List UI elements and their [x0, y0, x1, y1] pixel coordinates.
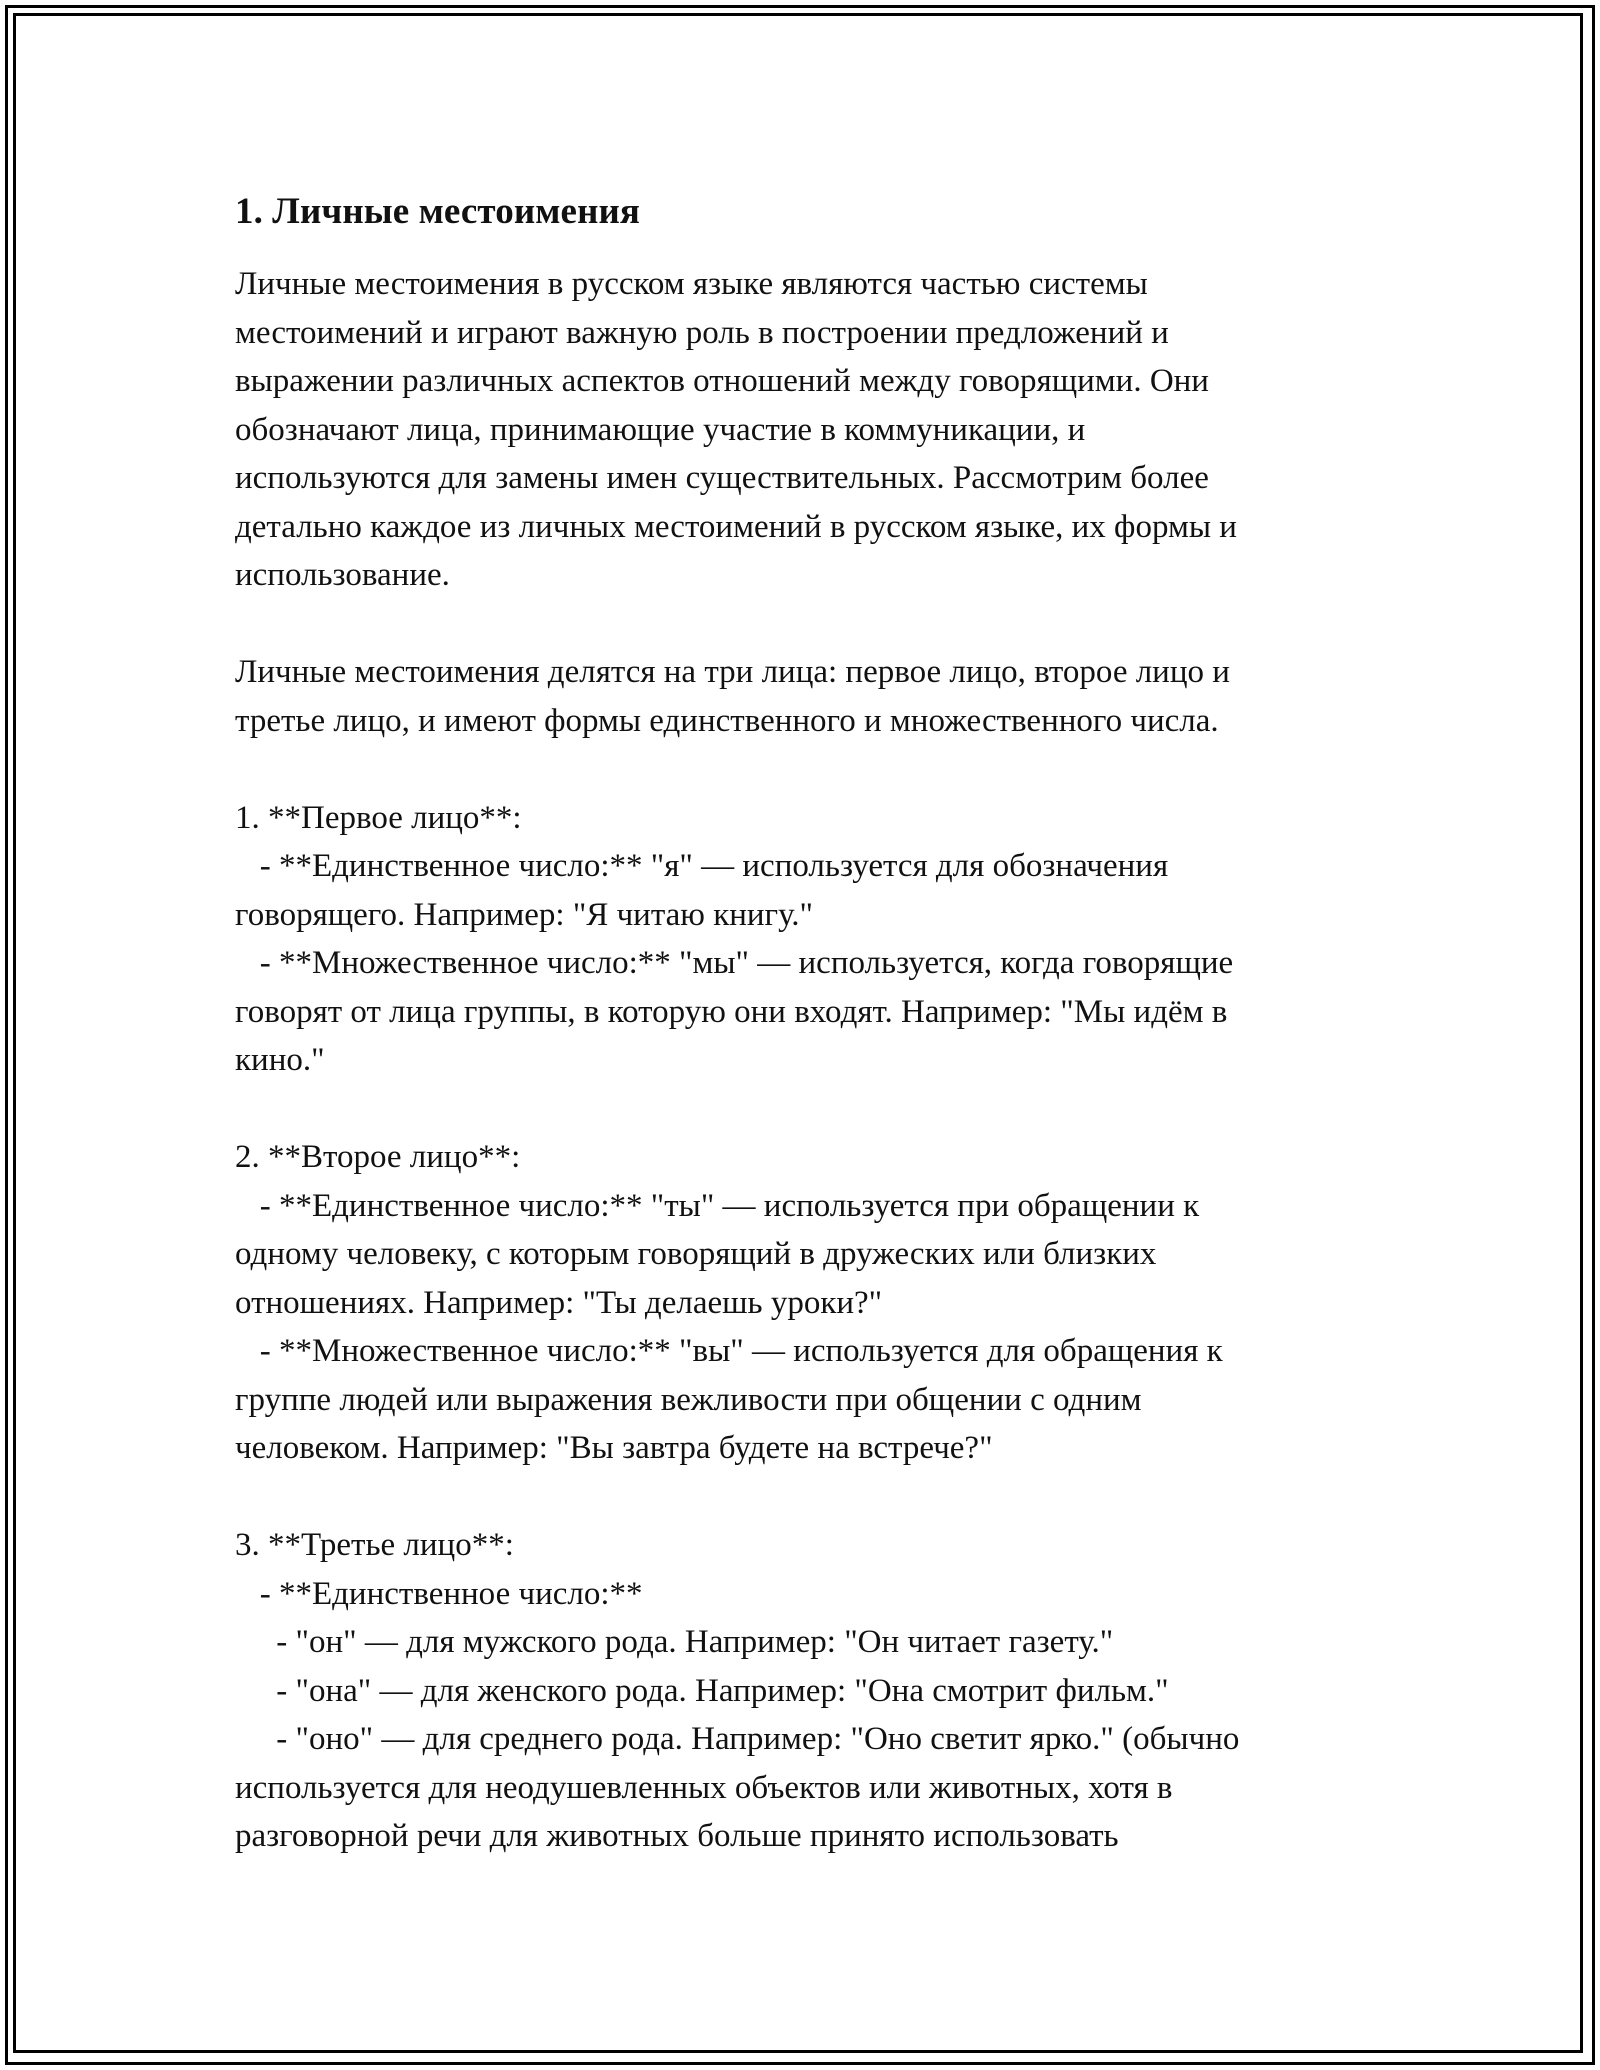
section-title: 1. Личные местоимения	[235, 191, 641, 232]
paragraph-third-person: 3. **Третье лицо**: - **Единственное число:** - "он" — для мужского рода. Например: "Он читает газету." - "она" — для женского рода. Например: "Она смотрит фильм." - "оно" — для среднего рода. Например: "Оно светит ярко." (обычно используется для неодушевленных объектов или животных, хотя в разговорной речи для животных больше принято использовать	[235, 1527, 1240, 1854]
paragraph-second-person: 2. **Второе лицо**: - **Единственное число:** "ты" — используется при обращении к одному человеку, с которым говорящий в дружеских или близких отношениях. Например: "Ты делаешь уроки?" - **Множественное число:** "вы" — используется для обращения к группе людей или выражения вежливости при общении с одним человеком. Например: "Вы завтра будете на встрече?"	[235, 1139, 1223, 1466]
paragraph-persons-overview: Личные местоимения делятся на три лица: первое лицо, второе лицо и третье лицо, и имеют формы единственного и множественного числа.	[235, 654, 1230, 739]
document-body	[235, 188, 1385, 1861]
paragraph-list	[235, 260, 1385, 1861]
paragraph-first-person: 1. **Первое лицо**: - **Единственное число:** "я" — используется для обозначения говорящего. Например: "Я читаю книгу." - **Множественное число:** "мы" — используется, когда говорящие говорят от лица группы, в которую они входят. Например: "Мы идём в кино."	[235, 799, 1234, 1078]
paragraph-intro: Личные местоимения в русском языке являются частью системы местоимений и играют важную роль в построении предложений и выражении различных аспектов отношений между говорящими. Они обозначают лица, принимающие участие в коммуникации, и используются для замены имен существительных. Рассмотрим более детально каждое из личных местоимений в русском языке, их формы и использование.	[235, 266, 1237, 593]
